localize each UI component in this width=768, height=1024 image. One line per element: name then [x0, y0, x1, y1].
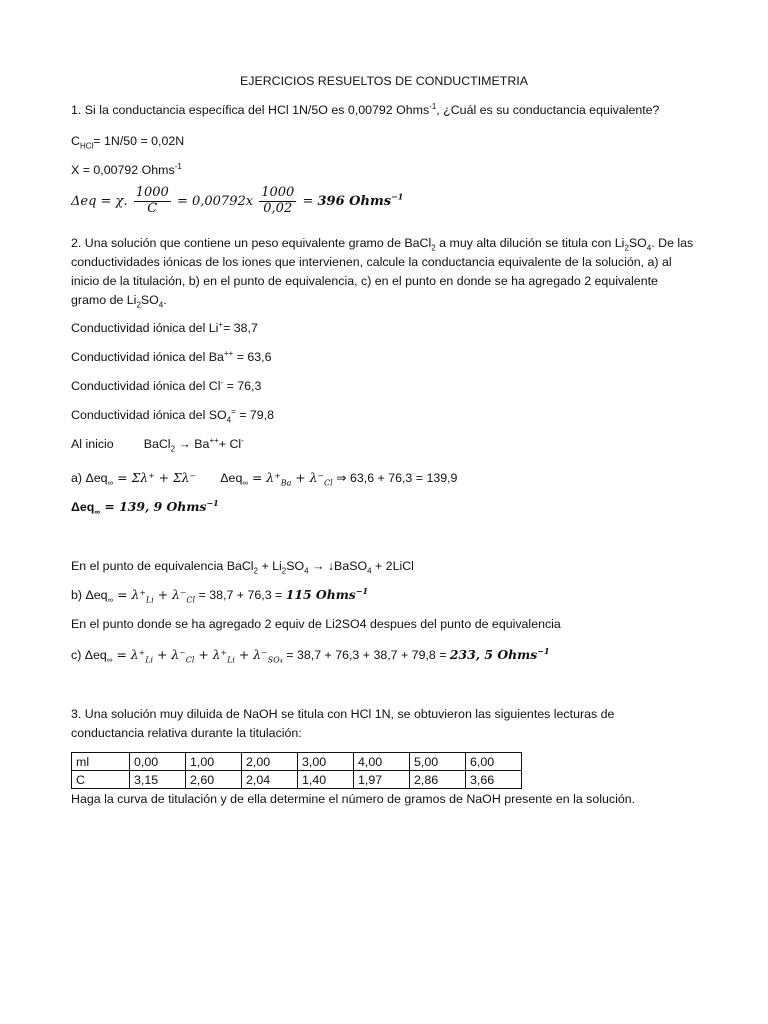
ex2-statement-line3: inicio de la titulación, b) en el punto de equivalencia, c) en el punto en donde se ha agregado 2 equivalente [71, 274, 658, 288]
table-cell: 1,00 [186, 753, 242, 771]
table-row [72, 771, 522, 789]
ex2-after-equivalence-text: En el punto donde se ha agregado 2 equiv de Li2SO4 despues del punto de equivalencia [71, 617, 561, 631]
table-row [72, 753, 522, 771]
ex1-question: 1. Si la conductancia específica del HCl 1N/5O es 0,00792 Ohms$^{-1}$, ¿Cuál es su conductancia equivalente? [71, 101, 660, 117]
ex3-statement-line2: conductancia relativa durante la titulación: [71, 726, 302, 740]
ex2-part-a-equation: a) Δeq$_\infty$ = Σλ⁺ + Σλ⁻ $\Delta eq_\infty = \lambda^+_{Ba} + \lambda^-_{Cl}$ ⇒ 63,6 + 76,3 = 139,9 [71, 470, 458, 488]
titration-table [71, 752, 522, 789]
ex2-so4-conductivity: Conductividad iónica del $SO_4^= = 79,8$ [71, 406, 275, 425]
ex2-part-b-result: 115 Ohms [285, 587, 356, 602]
ex1-fraction-2: $\frac{1000}{0,02}$ [261, 185, 295, 216]
table-cell: C [72, 771, 130, 789]
table-cell: 3,15 [130, 771, 186, 789]
ex2-ba-conductivity: Conductividad iónica del Ba++ = 63,6 [71, 348, 272, 364]
ex2-cl-conductivity: Conductividad iónica del Cl- = 76,3 [71, 377, 262, 393]
table-cell: 0,00 [130, 753, 186, 771]
ex1-concentration: $C_{HCl}= 1N/50 = 0,02N$ [71, 134, 185, 151]
ex2-equivalence-reaction: En el punto de equivalencia BaCl$_2$ + $Li_2SO_4$ → ↓BaSO$_4$ + 2LiCl [71, 559, 414, 576]
table-cell: 2,60 [186, 771, 242, 789]
table-cell: 1,97 [354, 771, 410, 789]
table-cell: 5,00 [410, 753, 466, 771]
ex2-part-c-equation: c) $\Delta eq_\infty = \lambda^+_{Li} + \lambda^-_{Cl} + \lambda^+_{Li} + \lambda^-_{SO_4} = 38,7 + 76,3 + 38,7 + 79,8 = 233$, 5 Ohms$^{-1}$ [71, 645, 550, 665]
ex2-part-a-result: Δeq$_\infty$ = 139, 9 Ohms$^{-1}$ [71, 497, 219, 517]
table-cell: 2,86 [410, 771, 466, 789]
ex2-initial-reaction: Al inicio BaCl$_2$ → Ba+++ Cl- [71, 435, 244, 454]
ex1-fraction-1: $\frac{1000}{C}$ [135, 185, 169, 216]
ex2-statement-line4: gramo de $Li_2SO_4$. [71, 293, 167, 310]
ex2-statement-line1: 2. Una solución que contiene un peso equivalente gramo de BaCl$_2$ a muy alta dilución se titula con $Li_2SO_4$. De las [71, 236, 694, 253]
ex2-li-conductivity: Conductividad iónica del Li+= 38,7 [71, 319, 258, 335]
table-cell: 4,00 [354, 753, 410, 771]
ex1-specific-conductance: X = 0,00792 Ohms$^{-1}$ [71, 161, 182, 177]
table-cell: 3,00 [298, 753, 354, 771]
table-cell: ml [72, 753, 130, 771]
ex1-formula: Δeq = χ. $\frac{1000}{C}$ = 0,00792x $\frac{1000}{0,02}$ = 396 Ohms$^{-1}$ [71, 185, 404, 216]
table-cell: 2,00 [242, 753, 298, 771]
table-cell: 2,04 [242, 771, 298, 789]
ex3-instruction: Haga la curva de titulación y de ella determine el número de gramos de NaOH presente en la solución. [71, 792, 636, 806]
table-cell: 1,40 [298, 771, 354, 789]
page-title: EJERCICIOS RESUELTOS DE CONDUCTIMETRIA [239, 74, 528, 88]
ex2-part-b-equation: b) $\Delta eq_\infty = \lambda^+_{Li} + \lambda^-_{Cl} = 38,7 + 76,3 = 115$ Ohms$^{-1}$ [71, 585, 369, 605]
ex2-statement-line2: conductividades iónicas de los iones que intervienen, calcule la conductancia equivalente de la solución, a) al [71, 255, 672, 269]
ex1-result: 396 Ohms [317, 193, 392, 209]
table-cell: 3,66 [466, 771, 522, 789]
ex2-part-c-result: 233, 5 Ohms [449, 647, 538, 662]
table-cell: 6,00 [466, 753, 522, 771]
ex3-statement-line1: 3. Una solución muy diluida de NaOH se titula con HCl 1N, se obtuvieron las siguientes lecturas de [71, 707, 615, 721]
